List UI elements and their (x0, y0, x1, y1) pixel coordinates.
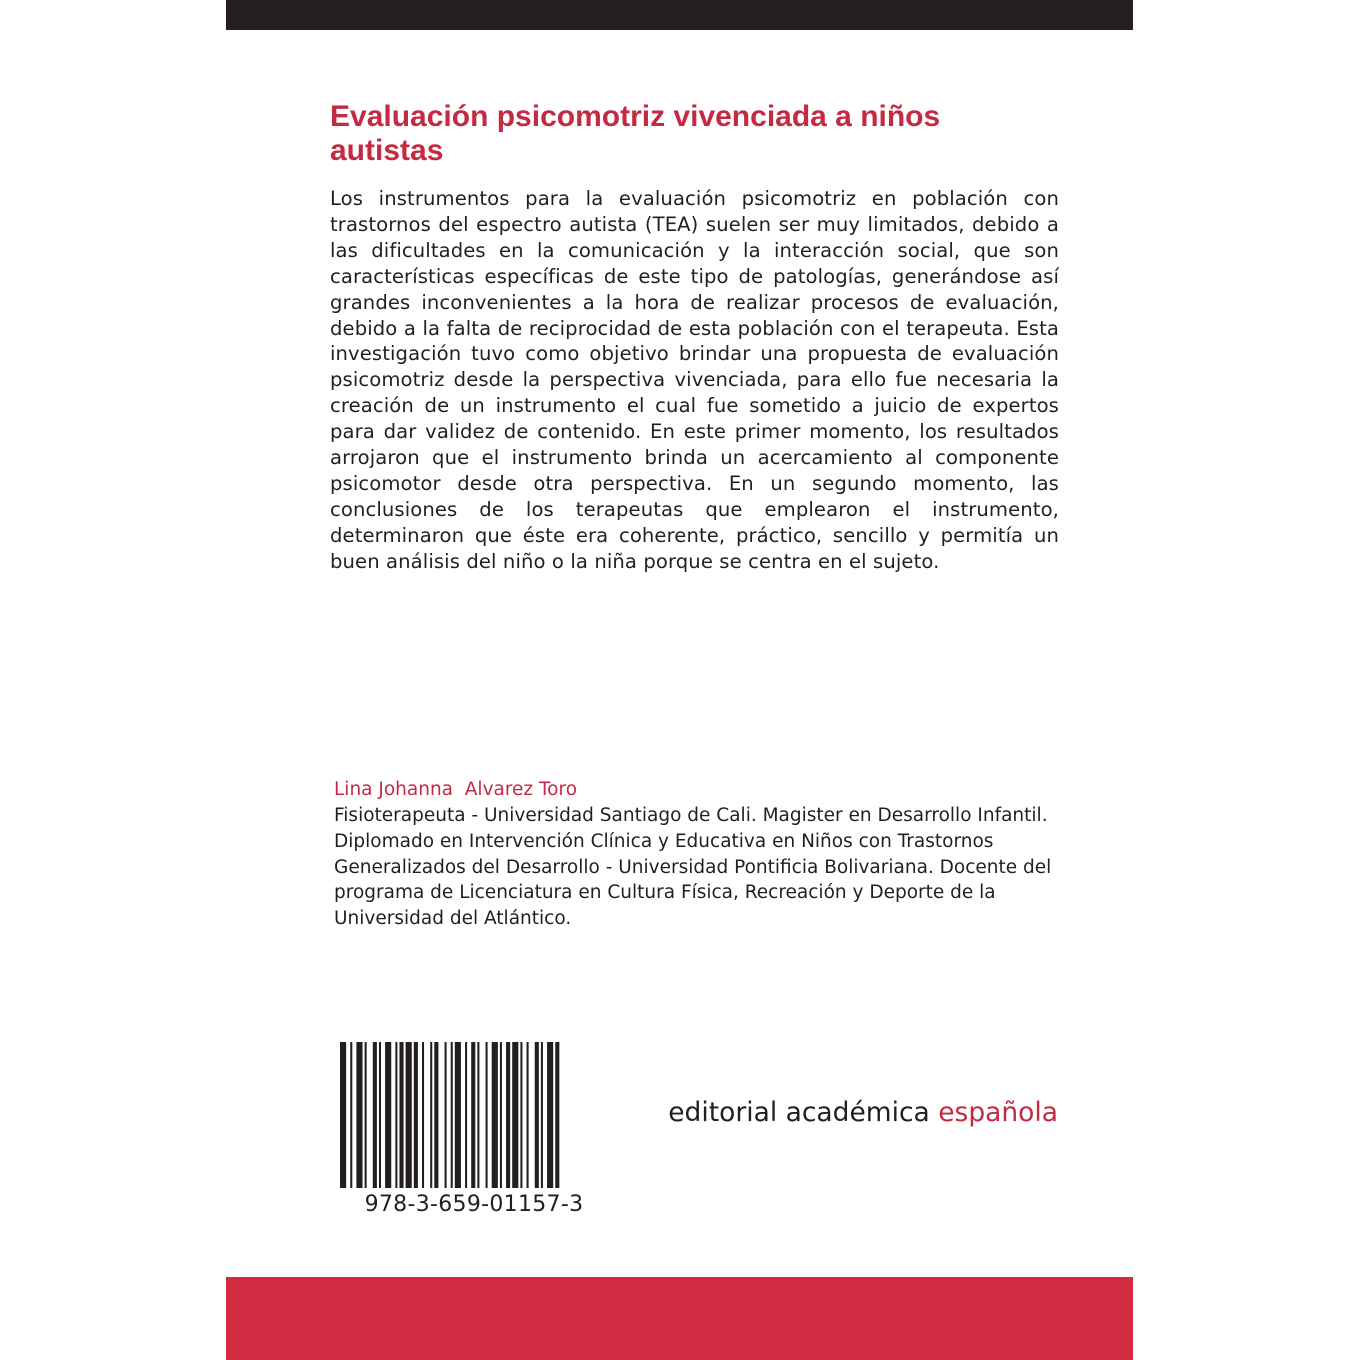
barcode-bar (434, 1042, 438, 1188)
author-bio: Fisioterapeuta - Universidad Santiago de Cali. Magister en Desarrollo Infantil. Diplomado en Intervención Clínica y Educativa en Niños con Trastornos Generalizados del Desarrollo - Universidad Pontificia Bolivariana. Docente del programa de Licenciatura en Cultura Física, Recreación y Deporte de la Universidad del Atlántico. (334, 805, 1052, 930)
publisher-logo (662, 1093, 1058, 1133)
barcode-bar (455, 1042, 461, 1188)
barcode-bar (365, 1042, 367, 1188)
barcode-bar (395, 1042, 397, 1188)
barcode-bar (430, 1042, 432, 1188)
barcode-bar (445, 1042, 447, 1188)
barcode-bar (500, 1042, 502, 1188)
author-name: Lina Johanna Alvarez Toro (334, 779, 578, 800)
barcode-bar (451, 1042, 453, 1188)
barcode-bar (547, 1042, 553, 1188)
publisher-name-part1: editorial académica (668, 1097, 930, 1128)
barcode-bar (350, 1042, 352, 1188)
book-back-cover (226, 0, 1133, 1360)
barcode-bar (486, 1042, 488, 1188)
barcode-bar (399, 1042, 403, 1188)
barcode-bar (520, 1042, 522, 1188)
barcode-bar (356, 1042, 362, 1188)
barcode-bar (340, 1042, 346, 1188)
barcode-bar (385, 1042, 391, 1188)
barcode-bar (465, 1042, 467, 1188)
barcode-bar (506, 1042, 510, 1188)
barcode-bar (406, 1042, 412, 1188)
barcode-bar (492, 1042, 498, 1188)
barcode-bar (373, 1042, 377, 1188)
publisher-name-part2: española (938, 1097, 1058, 1128)
barcode-bar (555, 1042, 559, 1188)
barcode-bar (471, 1042, 475, 1188)
barcode-bars (340, 1042, 608, 1190)
barcode-bar (422, 1042, 424, 1188)
barcode-bar (535, 1042, 539, 1188)
barcode-bar (541, 1042, 543, 1188)
top-dark-band (226, 0, 1133, 30)
barcode-bar (477, 1042, 479, 1188)
bottom-red-band (226, 1277, 1133, 1360)
barcode-bar (414, 1042, 418, 1188)
barcode-bar (527, 1042, 529, 1188)
book-abstract: Los instrumentos para la evaluación psicomotriz en población con trastornos del espectro autista (TEA) suelen ser muy limitados, debido a las dificultades en la comunicación y la interacción social, que son características específicas de este tipo de patologías, generándose así grandes inconvenientes a la hora de realizar procesos de evaluación, debido a la falta de reciprocidad de esta población con el terapeuta. Esta investigación tuvo como objetivo brindar una propuesta de evaluación psicomotriz desde la perspectiva vivenciada, para ello fue necesaria la creación de un instrumento el cual fue sometido a juicio de expertos para dar validez de contenido. En este primer momento, los resultados arrojaron que el instrumento brinda un acercamiento al componente psicomotor desde otra perspectiva. En un segundo momento, las conclusiones de los terapeutas que emplearon el instrumento, determinaron que éste era coherente, práctico, sencillo y permitía un buen análisis del niño o la niña porque se centra en el sujeto. (330, 187, 1059, 573)
barcode-icon (340, 1042, 608, 1192)
barcode-bar (379, 1042, 381, 1188)
isbn-number: 978-3-659-01157-3 (364, 1192, 584, 1217)
barcode-bar (512, 1042, 518, 1188)
book-title: Evaluación psicomotriz vivenciada a niños autistas (330, 100, 941, 167)
